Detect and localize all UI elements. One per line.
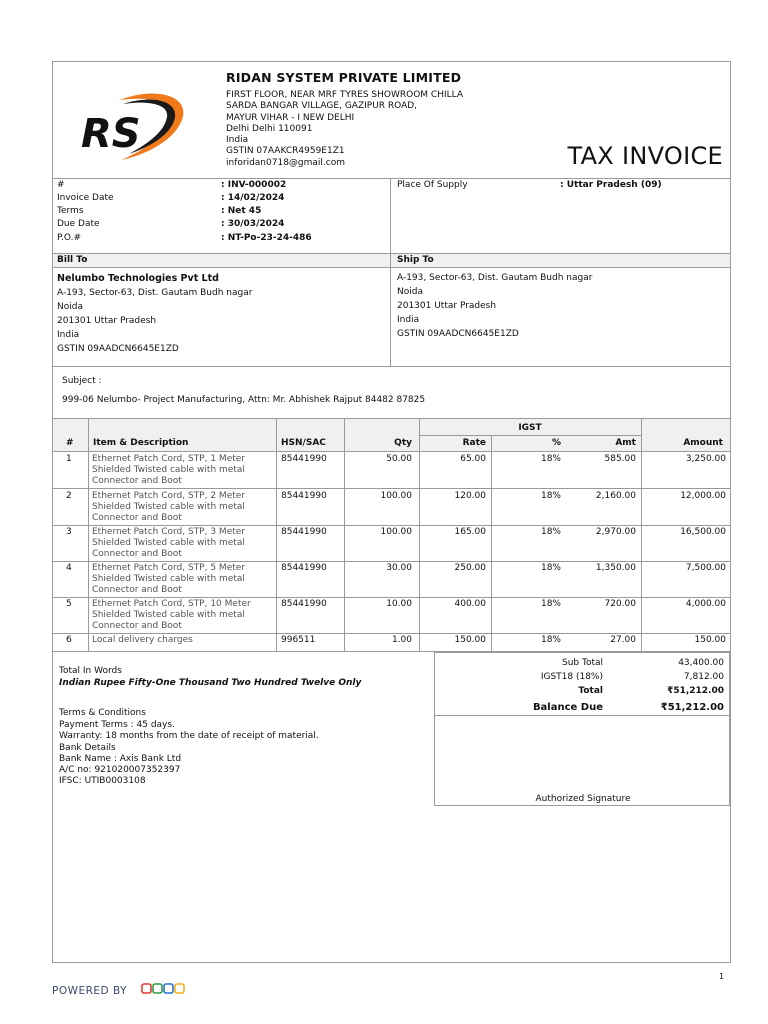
bill-to-heading: Bill To — [57, 255, 88, 265]
balance-due-value: ₹51,212.00 — [660, 702, 724, 713]
company-logo — [79, 84, 189, 164]
total-in-words-value: Indian Rupee Fifty-One Thousand Two Hundred Twelve Only — [59, 678, 362, 688]
col-igst-pct: % — [551, 438, 561, 448]
invoice-meta — [53, 179, 730, 254]
col-rate: Rate — [462, 438, 486, 448]
due-date-value: : 30/03/2024 — [221, 219, 285, 229]
company-address: FIRST FLOOR, NEAR MRF TYRES SHOWROOM CHILLA SARDA BANGAR VILLAGE, GAZIPUR ROAD, MAYUR VIHAR - I NEW DELHI Delhi Delhi 110091 India GSTIN 07AAKCR4959E1Z1 inforidan0718@gmail.com — [226, 90, 464, 168]
signature-box — [434, 716, 730, 806]
table-row: 2 Ethernet Patch Cord, STP, 2 Meter Shielded Twisted cable with metal Connector and Boot 85441990 100.00 120.00 18% 2,160.00 12,000.00 — [53, 490, 730, 526]
po-label: P.O.# — [57, 233, 82, 243]
terms-label: Terms — [57, 206, 84, 216]
sub-total-label: Sub Total — [561, 658, 603, 668]
document-title: TAX INVOICE — [567, 142, 723, 170]
company-name: RIDAN SYSTEM PRIVATE LIMITED — [226, 70, 462, 85]
table-row: 4 Ethernet Patch Cord, STP, 5 Meter Shielded Twisted cable with metal Connector and Boot 85441990 30.00 250.00 18% 1,350.00 7,500.00 — [53, 562, 730, 598]
balance-due-label: Balance Due — [532, 702, 603, 713]
col-hsn: HSN/SAC — [281, 438, 326, 448]
invoice-header — [53, 62, 730, 179]
table-row: 3 Ethernet Patch Cord, STP, 3 Meter Shielded Twisted cable with metal Connector and Boot 85441990 100.00 165.00 18% 2,970.00 16,500.00 — [53, 526, 730, 562]
total-in-words-label: Total In Words — [59, 666, 122, 676]
col-amount: Amount — [683, 438, 723, 448]
subject-label: Subject : — [62, 376, 102, 386]
place-of-supply-label: Place Of Supply — [397, 180, 468, 190]
invoice-date-label: Invoice Date — [57, 193, 114, 203]
subject-section — [53, 367, 730, 419]
invoice-date-value: : 14/02/2024 — [221, 193, 285, 203]
bill-to-name: Nelumbo Technologies Pvt Ltd — [57, 273, 219, 284]
brand-logo-icon — [141, 982, 185, 996]
igst-value: 7,812.00 — [683, 672, 724, 682]
summary-section — [53, 651, 730, 962]
table-row: 6 Local delivery charges 996511 1.00 150.00 18% 27.00 150.00 — [66, 635, 726, 645]
powered-by — [52, 982, 185, 997]
items-table — [53, 419, 730, 651]
subject-text: 999-06 Nelumbo- Project Manufacturing, Attn: Mr. Abhishek Rajput 84482 87825 — [62, 395, 426, 405]
invoice-frame — [52, 61, 731, 963]
terms-conditions-label: Terms & Conditions — [59, 708, 146, 718]
col-num: # — [66, 438, 74, 448]
terms-value: : Net 45 — [221, 206, 262, 216]
invoice-number-label: # — [57, 180, 65, 190]
igst-label: IGST18 (18%) — [540, 672, 603, 682]
terms-conditions: Payment Terms : 45 days. Warranty: 18 months from the date of receipt of material. Bank Details Bank Name : Axis Bank Ltd A/C no: 921020007352397 IFSC: UTIB0003108 — [59, 720, 319, 787]
address-block — [53, 268, 730, 367]
total-label: Total — [578, 686, 603, 696]
col-igst-amt: Amt — [615, 438, 636, 448]
col-qty: Qty — [394, 438, 412, 448]
col-item: Item & Description — [93, 438, 189, 448]
powered-by-text: POWERED BY — [52, 985, 128, 997]
col-igst: IGST — [518, 423, 542, 433]
authorized-signature-label: Authorized Signature — [535, 794, 631, 804]
bill-to: Nelumbo Technologies Pvt Ltd A-193, Sector-63, Dist. Gautam Budh nagar Noida 201301 Uttar Pradesh India GSTIN 09AADCN6645E1ZD — [57, 273, 253, 354]
totals-box — [434, 652, 730, 716]
po-value: : NT-Po-23-24-486 — [221, 233, 312, 243]
total-value: ₹51,212.00 — [667, 686, 724, 696]
due-date-label: Due Date — [57, 219, 100, 229]
logo-text: RS — [81, 111, 141, 157]
sub-total-value: 43,400.00 — [678, 658, 724, 668]
ship-to: A-193, Sector-63, Dist. Gautam Budh nagar Noida 201301 Uttar Pradesh India GSTIN 09AADCN6645E1ZD — [397, 273, 593, 339]
address-headings — [53, 254, 730, 268]
place-of-supply-value: : Uttar Pradesh (09) — [560, 180, 662, 190]
page-number: 1 — [719, 972, 725, 981]
invoice-number-value: : INV-000002 — [221, 180, 287, 190]
ship-to-heading: Ship To — [397, 255, 434, 265]
table-row: 1 Ethernet Patch Cord, STP, 1 Meter Shielded Twisted cable with metal Connector and Boot 85441990 50.00 65.00 18% 585.00 3,250.00 — [53, 453, 730, 489]
table-row: 5 Ethernet Patch Cord, STP, 10 Meter Shielded Twisted cable with metal Connector and Boot 85441990 10.00 400.00 18% 720.00 4,000.00 — [53, 598, 730, 634]
